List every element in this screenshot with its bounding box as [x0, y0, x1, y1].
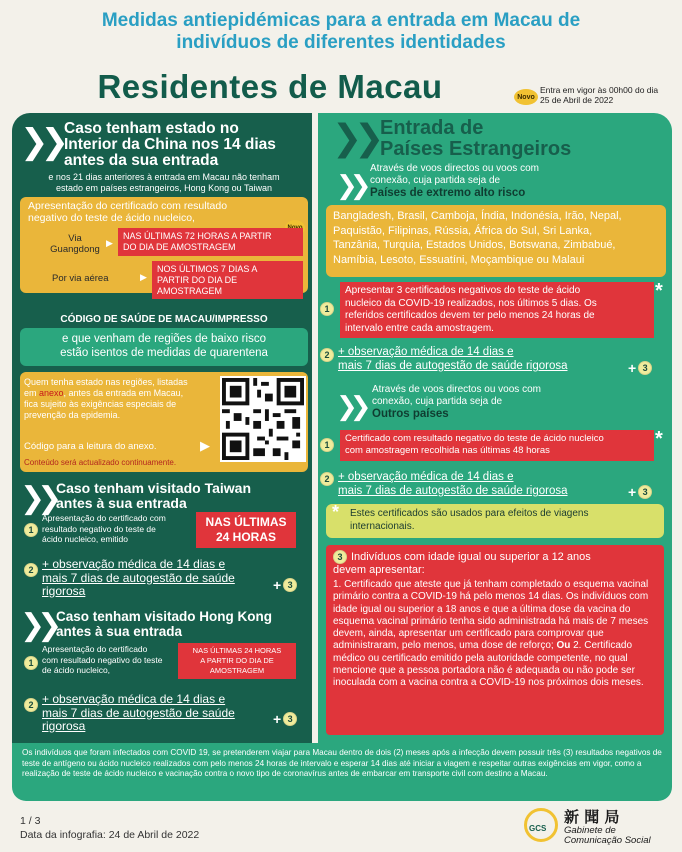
arrow-right-icon: ▶	[106, 238, 113, 248]
high-risk-observation	[338, 345, 628, 373]
china-title-line3: antes da sua entrada	[64, 152, 219, 169]
annex-line2-suffix: , antes da entrada em Macau,	[63, 388, 184, 398]
hk-obs-line1: + observação médica de 14 dias e	[42, 692, 226, 706]
step-1-icon: 1	[320, 438, 334, 452]
qr-code-graphic	[222, 378, 304, 460]
other-cert-line2: com amostragem recolhida nas últimas 48 horas	[345, 445, 550, 456]
foreign-title	[380, 118, 660, 160]
via-line1: Via	[68, 233, 82, 244]
hk-title-line2: antes à sua entrada	[56, 624, 183, 639]
taiwan-title-line2: antes à sua entrada	[56, 495, 187, 511]
via-line2: Guangdong	[50, 244, 100, 255]
foreign-title-line1: Entrada de	[380, 117, 484, 139]
header-line2: indivíduos de diferentes identidades	[176, 32, 506, 53]
annex-line1: Quem tenha estado nas regiões, listadas	[24, 377, 188, 387]
step-1-icon: 1	[320, 302, 334, 316]
step-3-icon: 3	[283, 712, 297, 726]
hk-obs-line2: mais 7 dias de autogestão de saúde	[42, 705, 235, 720]
arrow-right-icon: ▶	[140, 272, 147, 282]
asterisk-icon: *	[332, 502, 340, 522]
effective-line2: 25 de Abril de 2022	[540, 95, 614, 105]
high-cert-line3: referidos certificados devem ter pelo menos 24 horas de	[345, 310, 595, 321]
vax-body	[333, 579, 657, 690]
footer-note: Os indivíduos que foram infectados com COVID 19, se pretenderem viajar para Macau dentro de dois (2) meses após a infecção devem possuir três (3) resultados negativos de teste de antígeno ou ácido nucleico realizados com pelo menos 24 horas de intervalo e esperar 14 dias até iniciar a viagem e respeitar outras exigências em vigor, como a realização de teste de ácido nucleico e vacinação contra o novo tipo de coronavírus antes de embarcar em transporte civil com destino a Macau.	[12, 743, 672, 801]
taiwan-red-box	[196, 512, 296, 548]
gcs-logo-abbr: GCS	[529, 824, 547, 833]
high-cert-line2: nucleico da COVID-19 realizados, nos últimos 5 dias. Os	[345, 297, 597, 309]
by-air-label: Por via aérea	[52, 273, 109, 284]
chevron-right-icon: ❯❯	[20, 609, 55, 642]
plus-3-marker: + 3	[273, 577, 297, 593]
hk-cert-text	[42, 644, 182, 676]
plus-3-marker: + 3	[628, 360, 652, 376]
vax-or: Ou	[556, 640, 571, 652]
page-title: Residentes de Macau	[97, 68, 443, 105]
tw-red-line2: 24 HORAS	[215, 530, 277, 544]
high-risk-label: Países de extremo alto risco	[370, 187, 526, 199]
taiwan-observation	[42, 558, 267, 599]
hk-cert-line1: Apresentação do certificado	[42, 644, 148, 654]
other-obs-line1: + observação médica de 14 dias e	[338, 471, 514, 483]
tw-cert-line1: Apresentação do certificado com	[42, 513, 166, 523]
note-line2: internacionais.	[350, 520, 415, 532]
taiwan-title	[56, 481, 306, 511]
international-note-box	[326, 504, 664, 538]
hk-red-line1: NAS ÚLTIMAS 24 HORAS	[192, 646, 282, 655]
hk-obs-line3: rigorosa	[42, 719, 86, 733]
vax-line2: devem apresentar:	[333, 564, 425, 576]
other-cert-box	[340, 430, 654, 461]
logo-line1: Gabinete de	[564, 825, 616, 836]
foreign-title-line2: Países Estrangeiros	[380, 138, 572, 160]
effective-date	[540, 85, 675, 105]
chevron-right-icon: ❯❯	[20, 482, 55, 515]
china-sub-line1: e nos 21 dias anteriores à entrada em Macau não tenham	[48, 172, 280, 182]
novo-badge: Novo	[514, 89, 538, 105]
asterisk-icon: *	[655, 280, 663, 302]
tw-obs-line1: + observação médica de 14 dias e	[42, 557, 226, 571]
chevron-right-icon: ❯❯	[336, 170, 364, 200]
asterisk-icon: *	[655, 428, 663, 450]
vax-body-text: 1. Certificado que ateste que já tenham completado o esquema vacinal primário contra a COVID-19 há pelo menos 14 dias. Os indivíduos com idade igual ou superior a 18 anos e que a última dose da vacina do esquema vacinal primário tenha sido administrada há mais de 7 meses devem, ainda, apresentar um certificado para comprovar que administraram, pelo menos, uma dose de reforço;	[333, 579, 649, 652]
china-title	[64, 121, 309, 169]
play-arrow-icon: ▶	[200, 438, 210, 453]
hk-red-line2: A PARTIR DO DIA DE	[200, 656, 274, 665]
china-cert-text	[28, 200, 278, 224]
china-title-line1: Caso tenham estado no	[64, 120, 239, 137]
other-obs-line2: mais 7 dias de autogestão de saúde rigorosa	[338, 485, 568, 497]
step-2-icon: 2	[320, 472, 334, 486]
tw-red-line1: NAS ÚLTIMAS	[205, 515, 287, 529]
other-intro-line2: conexão, cuja partida seja de	[372, 396, 503, 407]
countries-line4: Namíbia, Lesoto, Essuatíni, Moçambique ou Malaui	[333, 253, 585, 266]
plus-3-marker: + 3	[273, 711, 297, 727]
other-observation	[338, 470, 628, 498]
vaccination-box	[326, 545, 664, 735]
step-1-icon: 1	[24, 523, 38, 537]
chevron-right-icon: ❯❯	[20, 123, 61, 161]
logo-chinese: 新 聞 局	[564, 808, 620, 826]
hk-observation	[42, 693, 267, 734]
other-intro-line1: Através de voos directos ou voos com	[372, 384, 541, 395]
annex-line3: fica sujeito às exigências especiais de	[24, 399, 177, 409]
note-line1: Estes certificados são usados para efeitos de viagens	[350, 508, 589, 519]
tw-obs-line2: mais 7 dias de autogestão de saúde	[42, 570, 235, 585]
high-cert-line4: intervalo entre cada amostragem.	[345, 322, 494, 334]
vax-header	[333, 550, 657, 564]
code-read-label: Código para a leitura do anexo.	[24, 441, 157, 452]
high-obs-line2: mais 7 dias de autogestão de saúde rigorosa	[338, 360, 568, 372]
high-risk-cert-box	[340, 282, 654, 338]
countries-line1: Bangladesh, Brasil, Camboja, Índia, Indonésia, Irão, Nepal,	[333, 210, 622, 222]
hk-title-line1: Caso tenham visitado Hong Kong	[56, 609, 273, 624]
countries-line3: Tanzânia, Turquia, Estados Unidos, Botswana, Zimbabué,	[333, 239, 616, 251]
air-red-box	[152, 261, 303, 299]
via-guangdong	[40, 233, 110, 255]
chevron-right-icon: ❯❯	[336, 391, 364, 421]
step-3-icon: 3	[283, 578, 297, 592]
low-risk-box	[20, 328, 308, 366]
china-title-line2: Interior da China nos 14 dias	[64, 136, 276, 153]
hk-title	[56, 609, 308, 639]
step-1-icon: 1	[24, 656, 38, 670]
tw-obs-line3: rigorosa	[42, 584, 86, 598]
gd-red-line2: DO DIA DE AMOSTRAGEM	[123, 242, 236, 252]
other-countries-label: Outros países	[372, 408, 449, 420]
plus-3-marker: + 3	[628, 484, 652, 500]
annex-line2	[24, 388, 214, 399]
step-2-icon: 2	[320, 348, 334, 362]
air-red-line1: NOS ÚLTIMOS 7 DIAS A	[157, 264, 258, 274]
air-red-line3: AMOSTRAGEM	[157, 286, 223, 296]
chevron-right-icon: ❯❯	[332, 117, 377, 158]
annex-line4: prevenção da epidemia.	[24, 410, 121, 420]
other-cert-line1: Certificado com resultado negativo do teste de ácido nucleico	[345, 433, 604, 444]
logo-name	[564, 826, 651, 846]
taiwan-title-line1: Caso tenham visitado Taiwan	[56, 480, 252, 496]
guangdong-red-box	[118, 228, 303, 256]
annex-line2-prefix: em	[24, 388, 40, 398]
other-countries-intro	[372, 384, 662, 420]
high-intro-line2: conexão, cuja partida seja de	[370, 175, 501, 186]
hk-red-line3: AMOSTRAGEM	[209, 666, 265, 675]
tw-cert-line2: resultado negativo do teste de	[42, 523, 156, 534]
effective-line1: Entra em vigor às 00h00 do dia	[540, 85, 659, 95]
page-number: 1 / 3	[20, 815, 41, 827]
qr-code[interactable]	[220, 376, 306, 462]
content-update-note: Conteúdo será actualizado continuamente.	[24, 458, 177, 467]
hk-red-box	[178, 643, 296, 679]
high-intro-line1: Através de voos directos ou voos com	[370, 163, 539, 174]
step-3-icon: 3	[638, 361, 652, 375]
high-obs-line1: + observação médica de 14 dias e	[338, 346, 514, 358]
countries-box	[326, 205, 666, 277]
air-red-line2: PARTIR DO DIA DE	[157, 275, 238, 285]
step-2-icon: 2	[24, 563, 38, 577]
china-sub-line2: estado em países estrangeiros, Hong Kong ou Taiwan	[56, 183, 272, 193]
header-subtitle	[10, 10, 672, 54]
hk-cert-line2: com resultado negativo do teste	[42, 654, 163, 665]
countries-line2: Paquistão, Filipinas, Rússia, África do Sul, Sri Lanka,	[333, 224, 593, 237]
gd-red-line1: NAS ÚLTIMAS 72 HORAS A PARTIR	[123, 231, 272, 241]
infographic-date: Data da infografia: 24 de Abril de 2022	[20, 829, 200, 841]
step-2-icon: 2	[24, 698, 38, 712]
high-risk-intro	[370, 163, 660, 199]
logo-line2: Comunicação Social	[564, 835, 651, 846]
step-3-icon: 3	[638, 485, 652, 499]
cert-line1: Apresentação do certificado com resultado	[28, 200, 228, 212]
china-subtitle	[20, 172, 308, 194]
annex-text	[24, 377, 214, 421]
lowrisk-line1: e que venham de regiões de baixo risco	[62, 333, 266, 345]
health-code-label: CÓDIGO DE SAÚDE DE MACAU/IMPRESSO	[60, 314, 268, 325]
header-line1: Medidas antiepidémicas para a entrada em Macau de	[101, 10, 581, 31]
cert-line2: negativo do teste de ácido nucleico,	[28, 212, 195, 224]
tw-cert-line3: ácido nucleico, emitido	[42, 534, 128, 544]
hk-cert-line3: de ácido nucleico,	[42, 665, 111, 675]
vax-line1: Indivíduos com idade igual ou superior a 12 anos	[351, 550, 591, 563]
lowrisk-line2: estão isentos de medidas de quarentena	[60, 347, 268, 359]
annex-link[interactable]: anexo	[39, 388, 64, 398]
taiwan-cert-text	[42, 513, 192, 545]
step-3-icon: 3	[333, 550, 347, 564]
vax-body2-text: 2. Certificado médico ou certificado emitido pela autoridade competente, no qual mencione que a pessoa portadora não é adequada ou não pode ser inoculada com a vacina contra a COVID-19 nos próximos dois meses.	[333, 640, 644, 689]
high-cert-line1: Apresentar 3 certificados negativos do teste de ácido	[345, 285, 581, 296]
